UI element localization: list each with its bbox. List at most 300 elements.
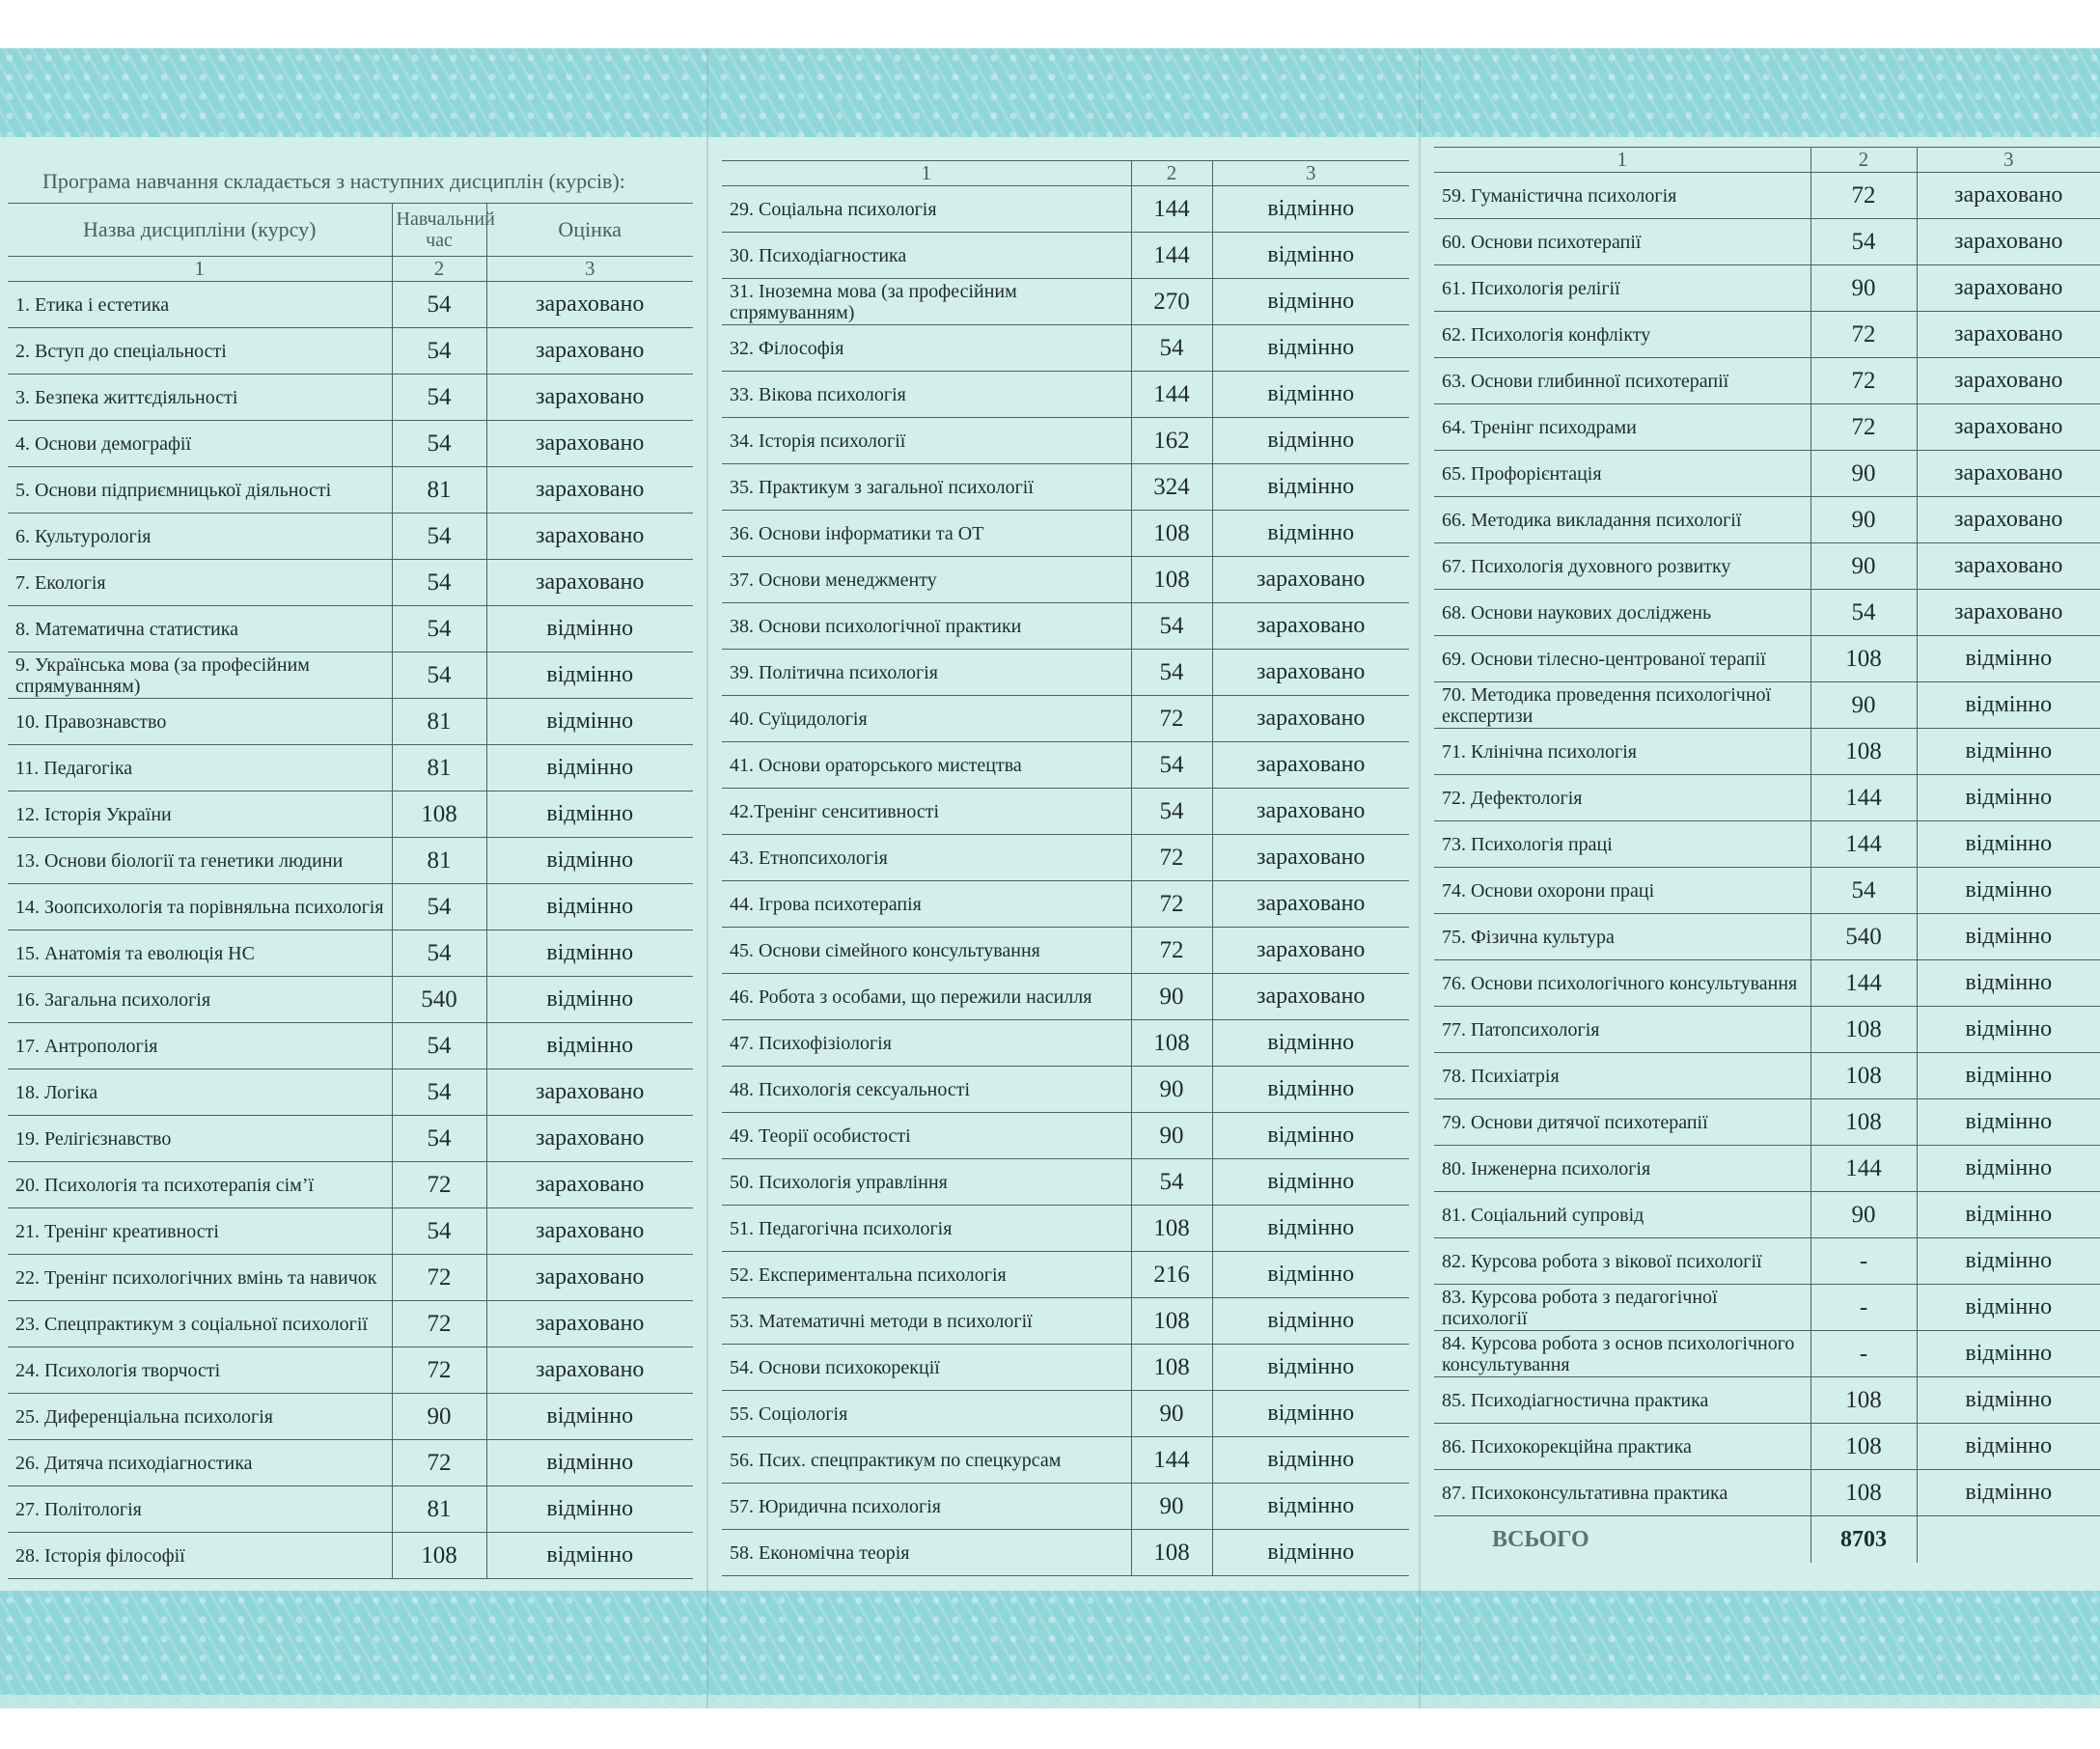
course-grade: зараховано [536, 1218, 645, 1243]
course-name: 27. Політологія [15, 1498, 142, 1520]
course-hours: 54 [392, 1116, 486, 1162]
course-name: 12. Історія України [15, 803, 172, 825]
course-row [8, 1023, 693, 1069]
course-hours: 90 [1810, 497, 1917, 543]
course-name: 1. Етика і естетика [15, 293, 170, 316]
course-grade: зараховано [1257, 845, 1366, 870]
course-row [722, 1437, 1409, 1484]
course-name: 62. Психологія конфлікту [1442, 323, 1651, 346]
course-row [722, 974, 1409, 1020]
courses-table-2 [722, 160, 1409, 1576]
course-name: 39. Політична психологія [730, 661, 938, 683]
course-name: 36. Основи інформатики та ОТ [730, 522, 984, 544]
course-name: 46. Робота з особами, що пережили насилля [730, 986, 1092, 1008]
course-grade: відмінно [1267, 1447, 1355, 1472]
course-name: 37. Основи менеджменту [730, 569, 937, 591]
course-grade: відмінно [546, 1542, 634, 1568]
course-hours: 54 [392, 884, 486, 930]
course-grade: відмінно [1267, 289, 1355, 314]
course-row [722, 1113, 1409, 1159]
course-grade: відмінно [1965, 970, 2053, 995]
course-name: 48. Психологія сексуальності [730, 1078, 971, 1100]
course-grade: відмінно [1267, 1169, 1355, 1194]
course-name: 53. Математичні методи в психології [730, 1310, 1033, 1332]
course-row [722, 511, 1409, 557]
course-grade: зараховано [1257, 752, 1366, 777]
course-name: 16. Загальна психологія [15, 988, 211, 1011]
course-hours: 54 [392, 514, 486, 560]
course-grade: відмінно [546, 986, 634, 1012]
course-grade: зараховано [1954, 507, 2063, 532]
course-hours: 90 [1810, 451, 1917, 497]
course-hours: 324 [1131, 464, 1212, 511]
course-hours: 54 [392, 328, 486, 375]
course-grade: відмінно [1267, 474, 1355, 499]
course-grade: відмінно [1965, 1294, 2053, 1319]
course-name: 71. Клінічна психологія [1442, 740, 1637, 763]
total-hours: 8703 [1810, 1516, 1917, 1564]
course-name: 18. Логіка [15, 1081, 98, 1103]
course-row [722, 789, 1409, 835]
course-row [1434, 960, 2100, 1007]
course-name: 25. Диференціальна психологія [15, 1405, 273, 1428]
course-grade: відмінно [1267, 1308, 1355, 1333]
course-name: 85. Психодіагностична практика [1442, 1389, 1709, 1411]
course-hours: 108 [1810, 636, 1917, 682]
course-grade: відмінно [1267, 1076, 1355, 1101]
program-intro: Програма навчання складається з наступних дисциплін (курсів): [42, 169, 625, 193]
course-name: 2. Вступ до спеціальності [15, 340, 227, 362]
course-name: 30. Психодіагностика [730, 244, 907, 266]
course-name: 15. Анатомія та еволюція НС [15, 942, 255, 964]
course-grade: зараховано [536, 384, 645, 409]
course-grade: зараховано [1257, 613, 1366, 638]
course-hours: 54 [392, 1208, 486, 1255]
course-grade: відмінно [1267, 1215, 1355, 1240]
course-hours: 54 [1131, 650, 1212, 696]
course-row [1434, 1470, 2100, 1516]
course-hours: 54 [1131, 325, 1212, 372]
course-grade: зараховано [1954, 553, 2063, 578]
course-row [1434, 1285, 2100, 1331]
course-row [1434, 219, 2100, 265]
course-grade: відмінно [1267, 520, 1355, 545]
course-row [722, 186, 1409, 233]
course-row [8, 699, 693, 745]
total-row [1434, 1516, 2100, 1564]
course-hours: 72 [392, 1162, 486, 1208]
course-hours: 54 [1810, 590, 1917, 636]
course-grade: відмінно [1267, 1123, 1355, 1148]
course-hours: 144 [1810, 821, 1917, 868]
course-hours: 54 [392, 606, 486, 652]
course-row [1434, 1424, 2100, 1470]
course-name: 14. Зоопсихологія та порівняльна психологія [15, 896, 384, 918]
course-hours: 108 [1131, 1020, 1212, 1067]
courses-table-body [1434, 173, 2100, 1516]
course-row [1434, 1331, 2100, 1377]
course-hours: 90 [1810, 265, 1917, 312]
course-grade: відмінно [1965, 692, 2053, 717]
course-name: 31. Іноземна мова (за професійним спрямуванням) [730, 280, 1017, 323]
course-name: 42.Тренінг сенситивності [730, 800, 940, 822]
courses-column-1 [8, 166, 693, 1579]
course-name: 68. Основи наукових досліджень [1442, 601, 1712, 624]
course-hours: 54 [392, 282, 486, 328]
course-hours: 54 [392, 375, 486, 421]
total-grade-empty [1917, 1516, 2100, 1564]
course-grade: зараховано [536, 430, 645, 456]
course-grade: зараховано [1954, 321, 2063, 347]
course-grade: зараховано [1257, 706, 1366, 731]
course-row [722, 325, 1409, 372]
course-name: 41. Основи ораторського мистецтва [730, 754, 1022, 776]
course-hours: 540 [1810, 914, 1917, 960]
course-hours: 108 [1810, 1470, 1917, 1516]
course-grade: відмінно [1965, 1063, 2053, 1088]
course-row [722, 835, 1409, 881]
course-row [8, 1208, 693, 1255]
course-row [8, 1347, 693, 1394]
course-name: 17. Антропологія [15, 1035, 158, 1057]
course-hours: 108 [1810, 1099, 1917, 1146]
course-grade: відмінно [1965, 1480, 2053, 1505]
course-row [1434, 1053, 2100, 1099]
course-row [8, 421, 693, 467]
course-row [1434, 265, 2100, 312]
course-hours: 90 [392, 1394, 486, 1440]
header-grade: Оцінка [486, 204, 693, 257]
header-col-number: 1 [1434, 148, 1810, 173]
courses-table-body [8, 282, 693, 1579]
course-row [1434, 868, 2100, 914]
course-row [722, 650, 1409, 696]
course-hours: 108 [1131, 557, 1212, 603]
course-hours: 54 [1131, 603, 1212, 650]
course-hours: 162 [1131, 418, 1212, 464]
course-row [1434, 543, 2100, 590]
course-row [1434, 1192, 2100, 1238]
course-hours: 90 [1131, 974, 1212, 1020]
course-row [722, 1206, 1409, 1252]
course-row [722, 1530, 1409, 1576]
course-grade: відмінно [1267, 428, 1355, 453]
course-row [1434, 497, 2100, 543]
course-hours: 144 [1131, 1437, 1212, 1484]
course-name: 32. Філософія [730, 337, 844, 359]
course-name: 74. Основи охорони праці [1442, 879, 1655, 902]
courses-column-3 [1434, 147, 2100, 1563]
course-hours: 54 [1131, 789, 1212, 835]
course-grade: відмінно [1965, 924, 2053, 949]
course-row [1434, 173, 2100, 219]
course-hours: 72 [1810, 312, 1917, 358]
course-grade: зараховано [1954, 275, 2063, 300]
course-hours: 72 [1810, 173, 1917, 219]
course-hours: 54 [392, 930, 486, 977]
course-row [1434, 1377, 2100, 1424]
course-grade: відмінно [1267, 1030, 1355, 1055]
course-row [8, 652, 693, 699]
course-name: 35. Практикум з загальної психології [730, 476, 1034, 498]
course-grade: зараховано [536, 569, 645, 595]
course-name: 5. Основи підприємницької діяльності [15, 479, 332, 501]
course-hours: 81 [392, 1486, 486, 1533]
course-grade: зараховано [536, 1311, 645, 1336]
course-hours: 144 [1810, 775, 1917, 821]
course-grade: зараховано [1257, 659, 1366, 684]
course-name: 87. Психоконсультативна практика [1442, 1482, 1728, 1504]
course-row [8, 467, 693, 514]
course-hours: 108 [1131, 511, 1212, 557]
course-row [722, 1298, 1409, 1345]
course-hours: 81 [392, 699, 486, 745]
course-name: 73. Психологія праці [1442, 833, 1613, 855]
course-name: 84. Курсова робота з основ психологічного консультування [1442, 1332, 1795, 1375]
course-row [1434, 636, 2100, 682]
course-grade: відмінно [1267, 381, 1355, 406]
course-grade: відмінно [1267, 335, 1355, 360]
course-grade: зараховано [1257, 567, 1366, 592]
total-label: ВСЬОГО [1492, 1526, 1589, 1552]
course-grade: зараховано [536, 523, 645, 548]
course-hours: 54 [392, 1023, 486, 1069]
course-grade: відмінно [546, 1403, 634, 1429]
header-col-number: 1 [8, 257, 392, 282]
course-row [1434, 821, 2100, 868]
course-hours: 72 [392, 1255, 486, 1301]
course-row [722, 1391, 1409, 1437]
course-name: 64. Тренінг психодрами [1442, 416, 1637, 438]
course-hours: 144 [1131, 186, 1212, 233]
course-name: 43. Етнопсихологія [730, 847, 888, 869]
decorative-border-bottom [0, 1591, 2100, 1695]
course-hours: 90 [1131, 1113, 1212, 1159]
course-grade: відмінно [546, 616, 634, 641]
course-name: 44. Ігрова психотерапія [730, 893, 922, 915]
course-name: 49. Теорії особистості [730, 1124, 911, 1147]
course-grade: відмінно [1965, 877, 2053, 902]
course-name: 21. Тренінг креативності [15, 1220, 219, 1242]
course-hours: 108 [392, 1533, 486, 1579]
course-hours: 54 [1810, 219, 1917, 265]
course-hours: 90 [1810, 543, 1917, 590]
course-row [722, 372, 1409, 418]
course-name: 50. Психологія управління [730, 1171, 948, 1193]
header-col-number: 2 [392, 257, 486, 282]
course-grade: відмінно [1965, 1202, 2053, 1227]
course-hours: 108 [1810, 729, 1917, 775]
header-col-number: 2 [1131, 161, 1212, 186]
course-hours: 108 [1810, 1053, 1917, 1099]
course-row [8, 1116, 693, 1162]
course-name: 13. Основи біології та генетики людини [15, 849, 344, 872]
course-row [1434, 1238, 2100, 1285]
course-row [722, 418, 1409, 464]
course-row [1434, 312, 2100, 358]
course-row [8, 560, 693, 606]
course-hours: 108 [1131, 1530, 1212, 1576]
course-grade: зараховано [536, 1172, 645, 1197]
course-name: 58. Економічна теорія [730, 1541, 910, 1564]
header-col-number: 3 [486, 257, 693, 282]
course-row [722, 1067, 1409, 1113]
course-name: 40. Суїцидологія [730, 708, 868, 730]
course-grade: зараховано [536, 338, 645, 363]
course-hours: 90 [1131, 1484, 1212, 1530]
course-row [722, 928, 1409, 974]
course-hours: 108 [1810, 1424, 1917, 1470]
course-row [8, 1440, 693, 1486]
course-row [722, 1252, 1409, 1298]
course-name: 26. Дитяча психодіагностика [15, 1452, 253, 1474]
course-row [8, 930, 693, 977]
course-grade: відмінно [1267, 1493, 1355, 1518]
course-hours: 108 [1810, 1377, 1917, 1424]
course-name: 47. Психофізіологія [730, 1032, 892, 1054]
course-grade: зараховано [536, 1264, 645, 1290]
course-name: 70. Методика проведення психологічної експертизи [1442, 683, 1772, 727]
course-grade: відмінно [1267, 1354, 1355, 1379]
course-hours: 540 [392, 977, 486, 1023]
course-hours: 72 [392, 1301, 486, 1347]
course-row [1434, 404, 2100, 451]
course-grade: зараховано [1257, 798, 1366, 823]
course-name: 8. Математична статистика [15, 618, 238, 640]
course-hours: 72 [1131, 696, 1212, 742]
course-row [722, 742, 1409, 789]
course-row [722, 603, 1409, 650]
course-row [1434, 1007, 2100, 1053]
course-name: 75. Фізична культура [1442, 926, 1615, 948]
course-row [8, 838, 693, 884]
course-hours: 90 [1810, 682, 1917, 729]
courses-table-3 [1434, 147, 2100, 1563]
course-grade: зараховано [1257, 891, 1366, 916]
course-grade: зараховано [1954, 460, 2063, 486]
course-row [1434, 1146, 2100, 1192]
course-name: 19. Релігієзнавство [15, 1127, 172, 1150]
course-name: 54. Основи психокорекції [730, 1356, 940, 1378]
course-grade: зараховано [1954, 182, 2063, 208]
course-row [8, 791, 693, 838]
course-name: 52. Експериментальна психологія [730, 1263, 1007, 1286]
course-grade: зараховано [536, 292, 645, 317]
course-hours: 108 [1131, 1345, 1212, 1391]
courses-table-body [722, 186, 1409, 1576]
course-hours: 54 [392, 652, 486, 699]
course-name: 45. Основи сімейного консультування [730, 939, 1040, 961]
course-grade: зараховано [536, 1357, 645, 1382]
course-row [1434, 590, 2100, 636]
course-row [722, 1020, 1409, 1067]
course-grade: відмінно [1965, 1387, 2053, 1412]
course-row [1434, 914, 2100, 960]
course-row [8, 1394, 693, 1440]
course-grade: відмінно [1965, 738, 2053, 763]
course-hours: 54 [1810, 868, 1917, 914]
header-course-name: Назва дисципліни (курсу) [8, 204, 392, 257]
course-row [1434, 775, 2100, 821]
course-grade: відмінно [1965, 831, 2053, 856]
courses-table-1 [8, 166, 693, 1579]
course-hours: 144 [1810, 960, 1917, 1007]
header-col-number: 3 [1917, 148, 2100, 173]
header-hours: Навчальний час [392, 204, 486, 257]
course-grade: зараховано [1954, 229, 2063, 254]
course-grade: відмінно [546, 1496, 634, 1521]
course-hours: 81 [392, 838, 486, 884]
course-row [722, 1484, 1409, 1530]
course-row [1434, 1099, 2100, 1146]
course-name: 77. Патопсихологія [1442, 1018, 1600, 1041]
course-hours: 81 [392, 745, 486, 791]
course-hours: 72 [1131, 881, 1212, 928]
course-name: 60. Основи психотерапії [1442, 231, 1642, 253]
course-name: 86. Психокорекційна практика [1442, 1435, 1692, 1458]
course-hours: 54 [392, 421, 486, 467]
course-grade: зараховано [1954, 414, 2063, 439]
course-hours: 72 [392, 1440, 486, 1486]
course-hours: 54 [392, 1069, 486, 1116]
header-col-number: 2 [1810, 148, 1917, 173]
course-name: 4. Основи демографії [15, 432, 192, 455]
course-row [8, 514, 693, 560]
course-name: 29. Соціальна психологія [730, 198, 937, 220]
course-name: 24. Психологія творчості [15, 1359, 221, 1381]
course-grade: відмінно [546, 940, 634, 965]
course-name: 56. Псих. спецпрактикум по спецкурсам [730, 1449, 1062, 1471]
course-row [1434, 358, 2100, 404]
course-name: 23. Спецпрактикум з соціальної психології [15, 1313, 368, 1335]
course-name: 65. Профорієнтація [1442, 462, 1602, 485]
course-grade: відмінно [546, 662, 634, 687]
course-grade: зараховано [1954, 368, 2063, 393]
course-row [1434, 729, 2100, 775]
course-hours: 216 [1131, 1252, 1212, 1298]
course-hours: 54 [1131, 1159, 1212, 1206]
course-grade: зараховано [536, 1125, 645, 1151]
course-name: 38. Основи психологічної практики [730, 615, 1022, 637]
course-name: 79. Основи дитячої психотерапії [1442, 1111, 1708, 1133]
course-grade: відмінно [1965, 785, 2053, 810]
course-name: 28. Історія філософії [15, 1544, 185, 1567]
course-row [722, 279, 1409, 325]
course-name: 78. Психіатрія [1442, 1065, 1560, 1087]
course-name: 7. Екологія [15, 571, 106, 594]
course-name: 20. Психологія та психотерапія сім’ї [15, 1174, 315, 1196]
course-hours: 270 [1131, 279, 1212, 325]
course-name: 10. Правознавство [15, 710, 167, 733]
course-name: 61. Психологія релігії [1442, 277, 1620, 299]
course-grade: відмінно [546, 708, 634, 734]
course-row [722, 464, 1409, 511]
course-row [722, 233, 1409, 279]
course-grade: відмінно [1965, 1433, 2053, 1458]
course-name: 22. Тренінг психологічних вмінь та навичок [15, 1266, 377, 1289]
course-name: 80. Інженерна психологія [1442, 1157, 1651, 1180]
course-hours: - [1810, 1285, 1917, 1331]
course-grade: відмінно [1267, 1401, 1355, 1426]
course-grade: відмінно [1267, 242, 1355, 267]
course-row [722, 1345, 1409, 1391]
header-col-number: 3 [1212, 161, 1409, 186]
course-row [8, 745, 693, 791]
course-row [8, 1486, 693, 1533]
course-name: 51. Педагогічна психологія [730, 1217, 953, 1239]
course-name: 6. Культурологія [15, 525, 152, 547]
course-row [1434, 682, 2100, 729]
